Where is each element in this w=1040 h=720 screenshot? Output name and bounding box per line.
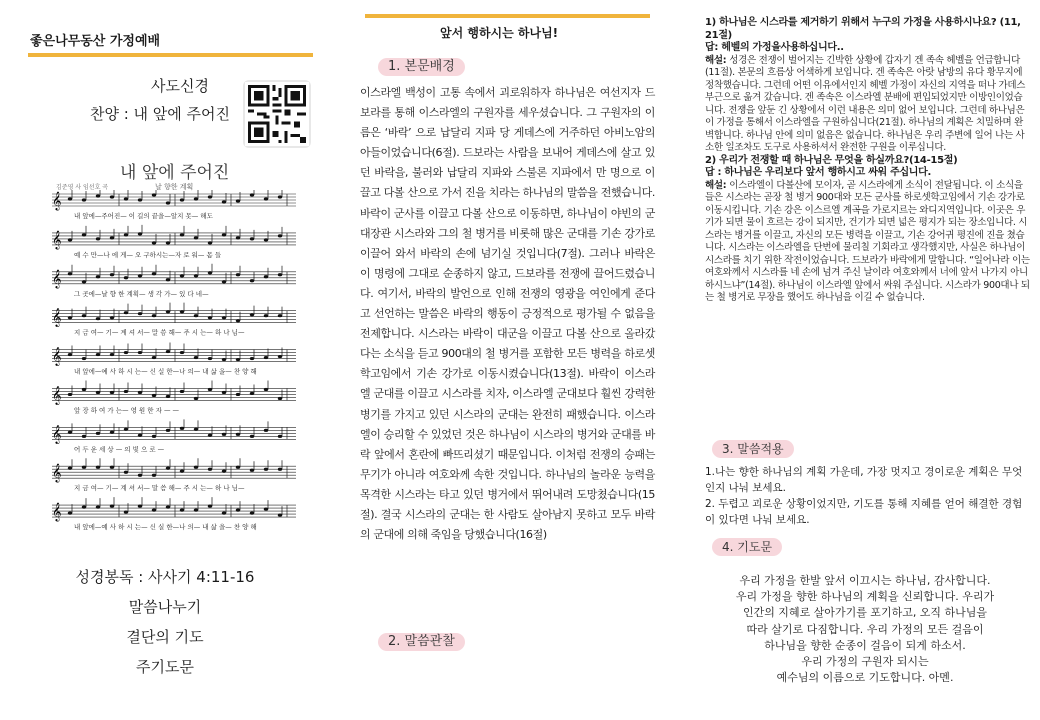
lyric-line: 내 앞에—예 사 하 시 는— 신 실 한—나 의— 내 삶 을— 찬 양 해 [74, 523, 257, 532]
lyric-line: 내 앞에—예 사 하 시 는— 신 실 한—나 의— 내 삶 을— 찬 양 해 [74, 367, 257, 376]
note-head [278, 195, 282, 198]
note-head [152, 356, 156, 359]
note-head [180, 427, 184, 430]
note-head [110, 195, 114, 198]
note-head [166, 310, 170, 313]
sheet-music-subtitle: 날 향한 계획 [155, 183, 194, 191]
lyric-line: 내 앞에—주어진— 이 길의 끝을—알지 못— 해도 [74, 212, 213, 220]
answer-label: 답: [705, 42, 722, 53]
staff-row [52, 343, 296, 376]
note-head [278, 435, 282, 438]
explanation-label: 해설: [705, 54, 730, 66]
note-head [222, 233, 226, 236]
note-head [96, 194, 100, 197]
note-head [180, 470, 184, 473]
note-head [236, 509, 240, 512]
staff-row [52, 225, 296, 259]
treble-clef-icon: 𝄞 [52, 191, 62, 210]
prayer-line: 하나님을 향한 순종이 걸음이 되게 하소서. [764, 638, 966, 652]
qr-code [243, 80, 311, 148]
prayer-text [705, 573, 1025, 686]
note-head [138, 274, 142, 277]
note-head [222, 200, 226, 203]
treble-clef-icon: 𝄞 [52, 424, 62, 444]
note-head [110, 353, 114, 356]
note-head [222, 280, 226, 283]
note-head [110, 236, 114, 239]
note-head [250, 392, 254, 395]
application-questions [705, 464, 1025, 528]
note-head [68, 272, 72, 275]
note-head [236, 393, 240, 396]
prayer-line: 예수님의 이름으로 기도합니다. 아멘. [776, 671, 954, 685]
question-1: 1) 하나님은 시스라를 제거하기 위해서 누구의 가정을 사용하시나요? (11, 21절) [705, 17, 1021, 41]
note-head [138, 505, 142, 508]
note-head [222, 433, 226, 436]
note-head [250, 357, 254, 360]
treble-clef-icon: 𝄞 [52, 346, 62, 366]
note-head [264, 356, 268, 359]
note-head [166, 201, 170, 204]
sheet-music-credit: 김준영 사 임선호 곡 [56, 184, 109, 191]
prayer-line: 우리 가정을 향한 하나님의 계획을 신뢰합니다. 우리가 [735, 590, 995, 604]
note-head [264, 468, 268, 471]
church-name: 좋은나무동산 가정예배 [30, 34, 161, 49]
note-head [250, 469, 254, 472]
note-head [166, 506, 170, 509]
note-head [250, 313, 254, 316]
note-head [166, 278, 170, 281]
note-head [110, 391, 114, 394]
note-head [96, 391, 100, 394]
note-head [152, 272, 156, 275]
explanation-text: 성경은 전쟁이 벌어지는 긴박한 상황에 갑자기 겐 족속 헤벨을 언급합니다(11절). 본문의 흐름상 어색하게 보입니다. 겐 족속은 아랏 남방의 유다 황무지에 정착했습니다. 그런데 어떤 이유에서인지 헤벨 가정이 자신의 지역을 떠나 가데스 부근으로 옮겨 갔습니다. 겐 족속은 이스라엘 분배에 편입되었지만 이방인이었습니다. 전쟁을 앞둔 긴 상황에서 이런 내용은 의미 없어 보입니다. 그런데 하나님은 이 가정을 통해서 이스라엘을 구원하십니다(21절). 하나님의 계획은 치밀하며 완벽합니다. 하나님 안에 의미 없음은 없습니다. 하나님은 우리 주변에 일어 나는 사소한 일조차도 도구로 사용하셔서 완전한 구원을 이루십니다. [705, 54, 1026, 153]
application-2: 2. 두렵고 괴로운 상황이었지만, 기도를 통해 지혜를 얻어 해결한 경험이 있다면 나눠 보세요. [705, 498, 1023, 526]
sheet-music [48, 190, 298, 540]
note-head [124, 276, 128, 279]
note-head [96, 432, 100, 435]
note-head [96, 317, 100, 320]
question-1-block [705, 17, 1030, 305]
note-head [68, 393, 72, 396]
note-head [194, 397, 198, 400]
note-head [264, 429, 268, 432]
section-heading-application: 3. 말씀적용 [712, 440, 794, 458]
note-head [82, 314, 86, 317]
note-head [264, 314, 268, 317]
note-head [236, 273, 240, 276]
note-head [236, 319, 240, 322]
note-head [236, 236, 240, 239]
note-head [194, 428, 198, 431]
note-head [82, 280, 86, 283]
note-head [152, 314, 156, 317]
note-head [124, 351, 128, 354]
note-head [68, 353, 72, 356]
note-head [96, 275, 100, 278]
sermon-title: 앞서 행하시는 하나님! [440, 26, 559, 40]
lyric-line: 예 수 만—나 에 게— 오 구하시는—자 로 워— 몸 들 [74, 250, 222, 259]
staff-row [52, 303, 296, 337]
note-head [68, 431, 72, 434]
section-heading-background: 1. 본문배경 [378, 58, 465, 76]
note-head [264, 508, 268, 511]
note-head [236, 199, 240, 202]
note-head [110, 505, 114, 508]
word-sharing: 말씀나누기 [128, 598, 202, 616]
note-head [194, 314, 198, 317]
lyric-line: 앞 장 하 여 가 는— 영 원 한 자 — — [74, 406, 180, 415]
accent-bar [365, 14, 650, 18]
note-head [110, 316, 114, 319]
note-head [82, 388, 86, 391]
note-head [250, 279, 254, 282]
note-head [180, 351, 184, 354]
note-head [82, 233, 86, 236]
section-heading-prayer: 4. 기도문 [712, 538, 782, 556]
note-head [124, 471, 128, 474]
note-head [138, 232, 142, 235]
background-text: 이스라엘 백성이 고통 속에서 괴로워하자 하나님은 여선지자 드보라를 통해 이스라엘의 구원자를 세우셨습니다. 그 구원자의 이름은 ‘바락’ 으로 납달리 지파 당 게데스에 거주하던 아비노암의 아들이었습니다(6절). 드보라는 사람을 보내어 게데스에 살고 있던 바락을, 불러와 납달리 지파와 스불론 지파에서 만 명으로 이끌고 다볼 산으로 가서 진을 치라는 하나님의 말씀을 전했습니다. 바락이 군사를 이끌고 다볼 산으로 이동하면, 하나님이 야빈의 군대장관 시스라와 그의 철 병거를 비롯해 많은 군대를 기손 강가로 이끌어 와서 바락의 손에 넘기실 것입니다(7절). 그러나 바락은 이 명령에 그대로 순종하지 않고, 드보라를 전쟁에 끌어드렸습니다. 여기서, 바락의 발언으로 인해 전쟁의 영광을 여인에게 준다고 선언하는 말씀은 바락의 행동이 긍정적으로 평가될 수 없음을 전제합니다. 시스라는 바락이 대군을 이끌고 다볼 산으로 올라갔다는 소식을 듣고 900대의 철 병거를 포함한 모든 병력을 하로셋학고임에서 기손 강가로 이동시켰습니다(13절). 바락이 이스라엘 군대를 이끌고 시스라를 치자, 이스라엘 군대보다 훨씬 강력한 병기를 가지고 있던 시스라의 군대는 완전히 패했습니다. 이스라엘이 승리할 수 있었던 것은 하나님이 시스라의 병거와 군대를 바락 앞에서 혼란에 빠뜨리셨기 때문입니다. 이처럼 전쟁의 승패는 무기가 아니라 여호와께 속한 것입니다. 하나님의 놀라운 능력을 목격한 시스라는 타고 있던 병거에서 뛰어내려 도망쳤습니다(15절). 결국 시스라의 군대는 한 사람도 살아남지 못하고 모두 바락의 군대에 의해 죽임을 당했습니다(16절) [360, 86, 655, 542]
decision-prayer: 결단의 기도 [126, 628, 204, 646]
note-head [124, 428, 128, 431]
section-heading-observation: 2. 말씀관찰 [378, 633, 465, 651]
treble-clef-icon: 𝄞 [52, 502, 62, 522]
lords-prayer: 주기도문 [136, 658, 194, 676]
note-head [264, 388, 268, 391]
note-head [194, 274, 198, 277]
note-head [222, 358, 226, 361]
note-head [138, 434, 142, 437]
answer-1 [705, 42, 1030, 55]
note-head [222, 512, 226, 515]
note-head [264, 275, 268, 278]
note-head [194, 197, 198, 200]
note-head [208, 357, 212, 360]
note-head [278, 514, 282, 517]
apostles-creed: 사도신경 [151, 77, 209, 95]
hymn-title: 찬양 : 내 앞에 주어진 [89, 105, 231, 123]
note-head [82, 466, 86, 469]
note-head [222, 470, 226, 473]
treble-clef-icon: 𝄞 [52, 307, 62, 327]
note-head [68, 467, 72, 470]
note-head [208, 271, 212, 274]
note-head [208, 241, 212, 244]
note-head [250, 237, 254, 240]
note-head [250, 512, 254, 515]
staff-row [52, 497, 296, 531]
note-head [180, 509, 184, 512]
note-head [124, 311, 128, 314]
note-head [110, 273, 114, 276]
left-column [0, 0, 340, 720]
treble-clef-icon: 𝄞 [52, 229, 62, 249]
staff-row [52, 190, 296, 220]
lyric-line: 지 금 여— 기— 계 셔 서— 말 씀 해— 주 시 는— 하 나 님— [74, 328, 245, 337]
treble-clef-icon: 𝄞 [52, 268, 62, 288]
note-head [138, 351, 142, 354]
note-head [236, 466, 240, 469]
treble-clef-icon: 𝄞 [52, 463, 62, 483]
note-head [166, 429, 170, 432]
note-head [180, 233, 184, 236]
note-head [124, 233, 128, 236]
note-head [208, 434, 212, 437]
note-head [166, 467, 170, 470]
note-head [208, 195, 212, 198]
note-head [278, 397, 282, 400]
note-head [264, 197, 268, 200]
staff-row [52, 419, 296, 453]
explanation-label: 해설: [705, 179, 730, 191]
sheet-music-title: 내 앞에 주어진 [120, 163, 230, 183]
note-head [250, 193, 254, 196]
staff-row [52, 264, 296, 298]
staff-row [52, 458, 296, 492]
note-head [208, 468, 212, 471]
note-head [152, 474, 156, 477]
note-head [222, 391, 226, 394]
note-head [110, 466, 114, 469]
prayer-line: 우리 가정의 구원자 되시는 [801, 655, 929, 669]
note-head [152, 509, 156, 512]
note-head [194, 509, 198, 512]
note-head [152, 394, 156, 397]
note-head [68, 197, 72, 200]
note-head [236, 358, 240, 361]
answer-2: 답 : 하나님은 우리보다 앞서 행하시고 싸워 주십니다. [705, 167, 932, 178]
note-head [138, 198, 142, 201]
staff-row [52, 380, 296, 414]
note-head [96, 353, 100, 356]
note-head [208, 388, 212, 391]
note-head [152, 193, 156, 196]
explanation-2 [705, 180, 1030, 305]
accent-bar [28, 53, 313, 57]
note-head [82, 198, 86, 201]
answer-text: 헤벨의 가정을사용하십니다.. [721, 42, 844, 53]
note-head [208, 505, 212, 508]
note-head [194, 356, 198, 359]
application-1: 1.나는 향한 하나님의 계획 가운데, 가장 멋지고 경이로운 계획은 무엇인지 나눠 보세요. [705, 466, 1023, 494]
note-head [124, 511, 128, 514]
note-head [236, 433, 240, 436]
note-head [138, 391, 142, 394]
note-head [124, 390, 128, 393]
note-head [110, 431, 114, 434]
note-head [180, 310, 184, 313]
lyric-line: 지 금 여— 기— 계 셔 서— 말 씀 해— 주 시 는— 하 나 님— [74, 484, 245, 493]
note-head [264, 238, 268, 241]
note-head [180, 274, 184, 277]
explanation-text: 이스라엘이 다볼산에 모이자, 곧 시스라에게 소식이 전달됩니다. 이 소식을 들은 시스라는 곧장 철 병거 900대와 모든 군사를 하로셋학고임에서 기손 강가로 이동시킵니다. 기손 강은 이스르엘 계곡을 가로지르는 와디지역입니다. 이곳은 우기가 되면 물이 흐르는 강이 되지만, 건기가 되면 넓은 평지가 되는 장소입니다. 시스라는 병거를 이끌고, 자신의 모든 병력을 이끌고, 기손 강어귀 평진에 진을 쳤습니다. 시스라는 이스라엘을 단번에 물리칠 기회라고 생각했지만, 사실은 하나님이 시스라를 치기 위한 작전이었습니다. 드보라가 바락에게 말합니다. “일어나라 이는 여호와께서 시스라를 네 손에 넘겨 주신 날이라 여호와께서 너에 앞서 나가지 아니하시느냐”(14절). 하나님이 이스라엘 앞에서 싸워 주십니다. 시스라가 900대나 되는 철 병거로 무장을 했어도 하나님을 이길 수 없습니다. [705, 179, 1030, 303]
note-head [96, 237, 100, 240]
note-head [194, 236, 198, 239]
note-head [194, 466, 198, 469]
note-head [152, 435, 156, 438]
note-head [138, 312, 142, 315]
prayer-line: 따라 살기로 다짐합니다. 우리 가정의 모든 걸음이 [746, 622, 984, 636]
note-head [96, 506, 100, 509]
note-head [82, 357, 86, 360]
note-head [68, 316, 72, 319]
lyric-line: 어 두 운 세 상 — 의 빛 으 로 — [74, 445, 165, 454]
note-head [278, 273, 282, 276]
question-2: 2) 우리가 전쟁할 때 하나님은 무엇을 하실까요?(14-15절) [705, 154, 958, 166]
note-head [180, 390, 184, 393]
note-head [278, 314, 282, 317]
prayer-line: 우리 가정을 한발 앞서 이끄시는 하나님, 감사합니다. [739, 574, 991, 587]
note-head [250, 435, 254, 438]
explanation-1 [705, 55, 1030, 155]
note-head [152, 241, 156, 244]
note-head [166, 350, 170, 353]
note-head [222, 316, 226, 319]
scripture-reading: 성경봉독 : 사사기 4:11-16 [75, 568, 255, 586]
note-head [166, 241, 170, 244]
note-head [278, 468, 282, 471]
note-head [82, 435, 86, 438]
note-head [68, 512, 72, 515]
prayer-line: 인간의 지혜로 살아가기를 포기하고, 오직 하나님을 [742, 606, 988, 620]
note-head [68, 238, 72, 241]
note-head [82, 506, 86, 509]
note-head [96, 466, 100, 469]
treble-clef-icon: 𝄞 [52, 385, 62, 405]
note-head [138, 474, 142, 477]
note-head [278, 234, 282, 237]
lyric-line: 그 곳에—날 향 한 계획— 생 각 가— 있 다 네— [74, 289, 209, 298]
note-head [180, 198, 184, 201]
note-head [278, 355, 282, 358]
note-head [166, 395, 170, 398]
note-head [124, 197, 128, 200]
note-head [208, 316, 212, 319]
